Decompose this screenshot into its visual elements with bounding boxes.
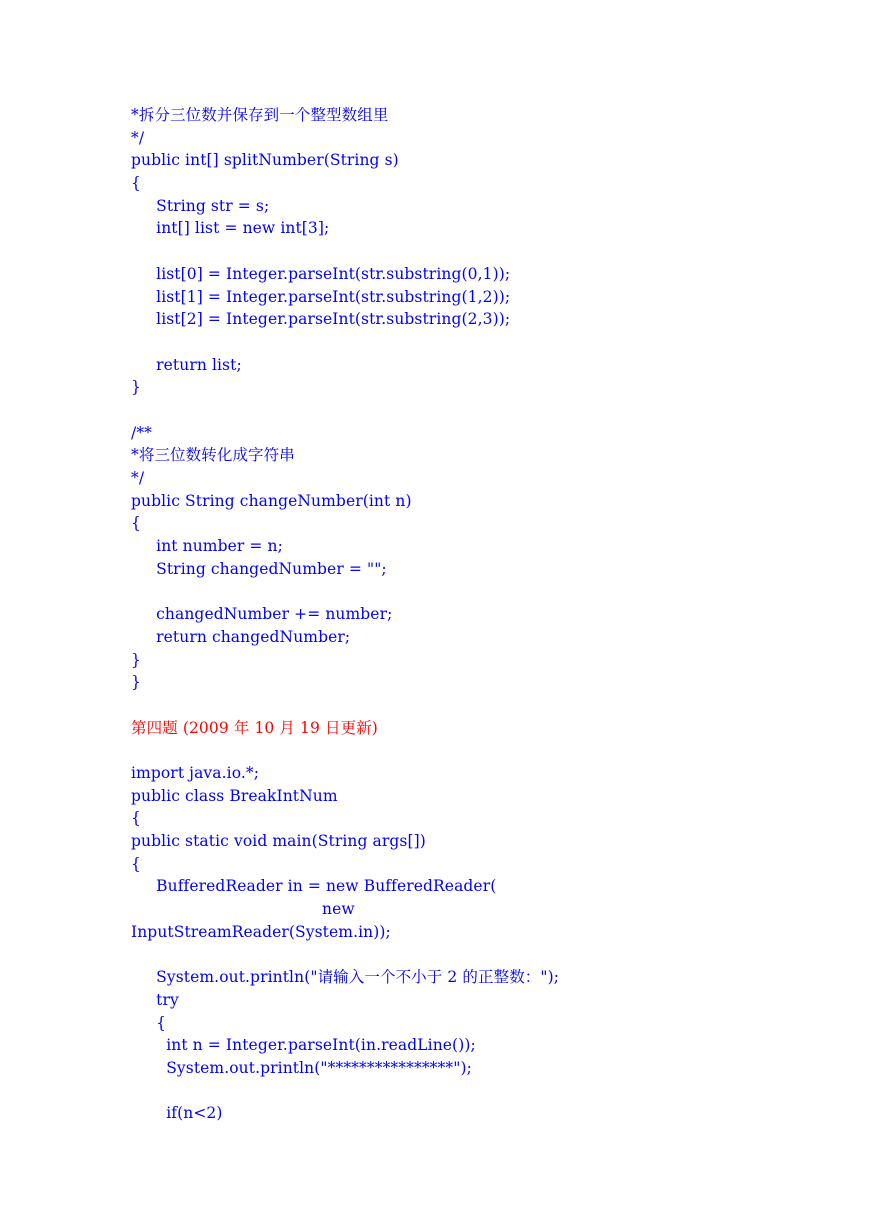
blank-line <box>131 694 831 717</box>
code-line: *拆分三位数并保存到一个整型数组里 <box>131 106 389 124</box>
blank-line <box>131 943 831 966</box>
blank-line <box>131 399 831 422</box>
code-line: try <box>131 990 179 1009</box>
code-line: *将三位数转化成字符串 <box>131 446 295 465</box>
code-line: { <box>131 809 141 828</box>
code-line: list[2] = Integer.parseInt(str.substring(2,3)); <box>131 310 511 329</box>
code-line: */ <box>131 128 145 147</box>
code-line: } <box>131 673 141 692</box>
code-line: public static void main(String args[]) <box>131 832 426 850</box>
code-line: /** <box>131 423 153 442</box>
code-line: String changedNumber = ""; <box>131 559 387 578</box>
code-line: new <box>131 900 355 919</box>
blank-line <box>131 580 831 603</box>
code-line: public int[] splitNumber(String s) <box>131 151 399 170</box>
code-line: list[0] = Integer.parseInt(str.substring(0,1)); <box>131 264 511 283</box>
code-line: System.out.println("请输入一个不小于 2 的正整数："); <box>131 968 560 987</box>
code-line: return changedNumber; <box>131 627 351 646</box>
code-line: return list; <box>131 355 242 374</box>
code-line: { <box>131 854 141 873</box>
code-line: public class BreakIntNum <box>131 786 338 805</box>
code-line: System.out.println("****************"); <box>131 1058 472 1077</box>
code-line: import java.io.*; <box>131 763 260 782</box>
code-line: } <box>131 378 141 397</box>
code-line: { <box>131 1013 167 1032</box>
blank-line <box>131 1080 831 1103</box>
code-line: { <box>131 514 141 533</box>
code-line: */ <box>131 469 145 487</box>
code-line: InputStreamReader(System.in)); <box>131 922 391 941</box>
code-line: } <box>131 650 141 669</box>
code-line: changedNumber += number; <box>131 605 393 624</box>
blank-line <box>131 739 831 762</box>
section-heading: 第四题 (2009 年 10 月 19 日更新) <box>131 718 378 737</box>
code-line: int number = n; <box>131 537 283 556</box>
code-line: { <box>131 174 141 193</box>
blank-line <box>131 240 831 263</box>
code-line: if(n<2) <box>131 1104 223 1123</box>
code-line: list[1] = Integer.parseInt(str.substring(1,2)); <box>131 287 511 306</box>
code-listing <box>131 104 831 1125</box>
code-line: String str = s; <box>131 196 270 215</box>
code-line: int[] list = new int[3]; <box>131 219 330 238</box>
blank-line <box>131 331 831 354</box>
code-line: public String changeNumber(int n) <box>131 491 412 510</box>
code-line: int n = Integer.parseInt(in.readLine()); <box>131 1036 476 1055</box>
code-line: BufferedReader in = new BufferedReader( <box>131 877 497 896</box>
